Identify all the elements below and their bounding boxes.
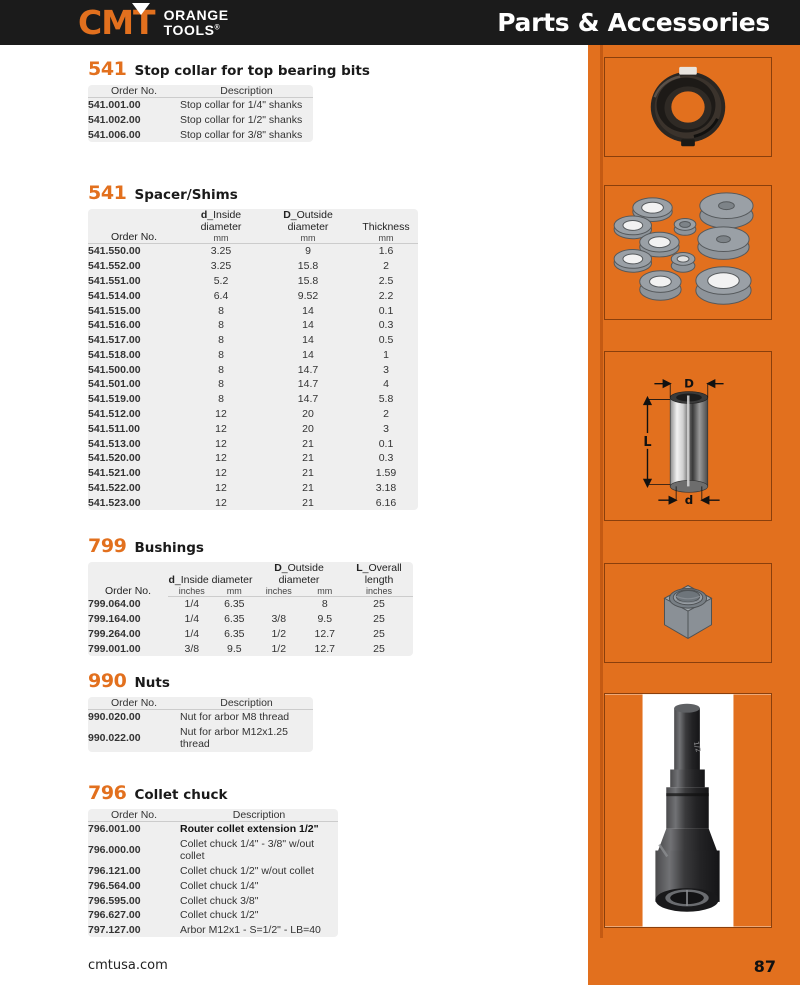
product-image-spacers [604, 185, 772, 320]
row-description: Router collet extension 1/2" [180, 823, 319, 836]
order-number: 541.552.00 [88, 260, 141, 273]
stop-collar-illustration [605, 58, 771, 156]
inside-diameter-mm: 12 [215, 437, 227, 450]
order-number: 541.512.00 [88, 407, 141, 420]
table-row [88, 822, 338, 837]
logo-tools-line [164, 23, 229, 37]
outside-diameter-mm: 9.5 [317, 613, 333, 626]
stop-collar-table [88, 85, 313, 142]
overall-length-inches: 25 [373, 642, 385, 655]
section-heading [88, 782, 338, 804]
inside-diameter-mm: 8 [218, 378, 224, 391]
overall-length-inches: 25 [373, 598, 385, 611]
logo-cmt-letters: CMT [78, 3, 155, 42]
outside-diameter-mm: 14.7 [297, 378, 319, 391]
col-overall-length [345, 562, 413, 586]
outside-diameter-mm: 14 [302, 319, 314, 332]
row-description: Collet chuck 3/8" [180, 894, 259, 907]
table-header-row [88, 209, 418, 244]
table-row [88, 627, 413, 642]
section-heading [88, 58, 370, 80]
table-row [88, 908, 338, 923]
order-number: 541.516.00 [88, 319, 141, 332]
inside-diameter-inches: 1/4 [184, 627, 200, 640]
table-row [88, 347, 418, 362]
order-number: 541.515.00 [88, 304, 141, 317]
col-order-no [88, 209, 180, 244]
table-row [88, 128, 313, 143]
section-number: 796 [88, 782, 127, 804]
col-order-no: Order No. [88, 697, 180, 710]
unit-D-mm: mm [305, 586, 345, 597]
table-row [88, 612, 413, 627]
bushing-dimension-diagram [605, 352, 771, 520]
table-header-row [88, 85, 313, 98]
section-990-nuts [88, 670, 313, 752]
page-header [0, 0, 800, 45]
order-number: 541.518.00 [88, 348, 141, 361]
inside-diameter-mm: 8 [218, 348, 224, 361]
outside-diameter-mm: 9 [305, 245, 311, 258]
section-title: Bushings [134, 540, 204, 556]
row-description: Nut for arbor M12x1.25 thread [180, 726, 288, 751]
thickness-mm: 1.59 [375, 467, 397, 480]
table-row [88, 259, 418, 274]
thickness-mm: 2.5 [378, 274, 394, 287]
inside-diameter-inches: 3/8 [184, 642, 200, 655]
section-title: Collet chuck [134, 787, 228, 803]
table-row [88, 407, 418, 422]
row-description: Stop collar for 3/8" shanks [180, 128, 303, 141]
outside-diameter-mm: 12.7 [314, 627, 335, 640]
inside-diameter-mm: 6.35 [224, 598, 245, 611]
spacer-shims-table [88, 209, 418, 510]
order-number: 541.511.00 [88, 422, 140, 435]
col-description: Description [180, 697, 313, 710]
outside-diameter-mm: 21 [302, 437, 314, 450]
page-title: Parts & Accessories [497, 8, 770, 37]
inside-diameter-mm: 8 [218, 363, 224, 376]
hex-nut-illustration [605, 564, 771, 662]
outside-diameter-inches [253, 597, 305, 612]
order-number: 796.564.00 [88, 879, 141, 892]
table-row [88, 466, 418, 481]
order-number: 541.514.00 [88, 289, 141, 302]
diagram-label-L: L [643, 434, 652, 450]
col-thickness-unit: mm [378, 233, 394, 243]
inside-diameter-mm: 12 [215, 496, 227, 509]
inside-diameter-mm: 12 [215, 452, 227, 465]
outside-diameter-mm: 20 [302, 407, 314, 420]
diagram-label-d: d [684, 493, 694, 508]
inside-diameter-mm: 5.2 [213, 274, 229, 287]
unit-D-inches: inches [253, 586, 305, 597]
order-number: 796.001.00 [88, 823, 141, 836]
outside-diameter-inches: 1/2 [271, 642, 287, 655]
product-diagram-bushing [604, 351, 772, 521]
outside-diameter-mm: 14.7 [297, 363, 319, 376]
row-description: Arbor M12x1 - S=1/2" - LB=40 [180, 924, 321, 937]
col-thickness-label: Thickness [362, 221, 410, 233]
row-description: Collet chuck 1/4" [180, 879, 259, 892]
table-row [88, 377, 418, 392]
inside-diameter-mm: 6.4 [213, 289, 229, 302]
order-number: 796.595.00 [88, 894, 141, 907]
table-row [88, 244, 418, 259]
section-541-stop-collar [88, 58, 370, 142]
table-row [88, 481, 418, 496]
collet-chuck-photo [605, 694, 771, 927]
table-row [88, 288, 418, 303]
table-header-row [88, 809, 338, 822]
outside-diameter-mm: 14 [302, 334, 314, 347]
inside-diameter-mm: 3.25 [210, 245, 232, 258]
outside-diameter-mm: 14 [302, 304, 314, 317]
row-description: Stop collar for 1/4" shanks [180, 99, 303, 112]
inside-diameter-mm: 3.25 [210, 260, 232, 273]
section-heading [88, 535, 413, 557]
thickness-mm: 0.3 [378, 319, 394, 332]
overall-length-inches: 25 [373, 627, 385, 640]
table-row [88, 641, 413, 656]
order-number: 541.501.00 [88, 378, 141, 391]
order-number: 541.523.00 [88, 496, 141, 509]
row-description: Collet chuck 1/4" - 3/8" w/out collet [180, 838, 315, 863]
table-row [88, 837, 338, 864]
unit-d-inches: inches [168, 586, 216, 597]
order-number: 541.006.00 [88, 128, 141, 141]
thickness-mm: 3 [383, 363, 389, 376]
table-row [88, 495, 418, 510]
order-number: 541.551.00 [88, 274, 141, 287]
outside-diameter-mm: 20 [302, 422, 314, 435]
bushings-table [88, 562, 413, 656]
section-number: 541 [88, 58, 127, 80]
row-description: Nut for arbor M8 thread [180, 711, 290, 724]
table-row [88, 98, 313, 113]
inside-diameter-mm: 8 [218, 393, 224, 406]
table-row [88, 597, 413, 612]
table-row [88, 725, 313, 752]
outside-diameter-mm: 12.7 [314, 642, 335, 655]
table-row [88, 710, 313, 725]
inside-diameter-inches: 1/4 [184, 613, 200, 626]
sidebar-edge-line [600, 45, 603, 965]
thickness-mm: 1 [383, 348, 389, 361]
section-799-bushings [88, 535, 413, 656]
logo-subtitle [164, 8, 229, 37]
inside-diameter-mm: 12 [215, 407, 227, 420]
col-outside-diameter [262, 209, 354, 244]
order-number: 990.022.00 [88, 732, 141, 745]
order-number: 799.164.00 [88, 613, 141, 626]
outside-diameter-mm: 15.8 [297, 260, 319, 273]
order-number: 541.517.00 [88, 334, 141, 347]
table-row [88, 113, 313, 128]
section-number: 990 [88, 670, 127, 692]
inside-diameter-mm: 8 [218, 334, 224, 347]
order-number: 541.550.00 [88, 245, 141, 258]
order-number: 797.127.00 [88, 924, 141, 937]
table-header-row-main [88, 562, 413, 586]
inside-diameter-mm: 12 [215, 422, 227, 435]
section-heading [88, 182, 418, 204]
chuck-engraving: 1/2 [691, 740, 703, 754]
order-number: 541.001.00 [88, 99, 141, 112]
thickness-mm: 3 [383, 422, 389, 435]
inside-diameter-mm: 12 [215, 481, 227, 494]
col-outside-diameter-label: D_Outside diameter [283, 209, 333, 233]
thickness-mm: 2 [383, 407, 389, 420]
table-header-row [88, 697, 313, 710]
logo-cmt-text [78, 3, 155, 42]
col-inside-diameter-unit: mm [213, 233, 229, 243]
outside-diameter-mm: 21 [302, 467, 314, 480]
table-row [88, 362, 418, 377]
logo-orange-text: ORANGE [163, 7, 229, 24]
row-description: Collet chuck 1/2" [180, 909, 259, 922]
section-title: Spacer/Shims [134, 187, 238, 203]
col-description: Description [180, 809, 338, 822]
outside-diameter-mm: 14 [302, 348, 314, 361]
row-description: Stop collar for 1/2" shanks [180, 114, 303, 127]
col-overall-length-label: L_Overall length [356, 562, 402, 586]
thickness-mm: 5.8 [378, 393, 394, 406]
inside-diameter-mm: 6.35 [224, 627, 245, 640]
col-inside-diameter [180, 209, 262, 244]
outside-diameter-inches: 3/8 [271, 613, 287, 626]
table-row [88, 436, 418, 451]
nuts-table [88, 697, 313, 752]
logo-tools-text: TOOLS [163, 21, 215, 38]
thickness-mm: 2 [383, 260, 389, 273]
product-image-nut [604, 563, 772, 663]
outside-diameter-inches: 1/2 [271, 627, 287, 640]
table-row [88, 923, 338, 938]
section-number: 541 [88, 182, 127, 204]
col-inside-diameter-label: d_Inside diameter [168, 574, 253, 586]
outside-diameter-mm: 21 [302, 452, 314, 465]
section-541-spacer-shims [88, 182, 418, 510]
thickness-mm: 3.18 [375, 481, 397, 494]
order-number: 541.002.00 [88, 114, 141, 127]
col-inside-diameter [168, 562, 253, 586]
col-thickness [354, 209, 418, 244]
thickness-mm: 4 [383, 378, 389, 391]
inside-diameter-mm: 8 [218, 319, 224, 332]
section-title: Nuts [134, 675, 170, 691]
inside-diameter-mm: 6.35 [224, 613, 245, 626]
row-description: Collet chuck 1/2" w/out collet [180, 864, 314, 877]
product-image-collet-chuck [604, 693, 772, 928]
col-order-no-label: Order No. [104, 584, 152, 597]
table-row [88, 318, 418, 333]
inside-diameter-inches: 1/4 [184, 598, 200, 611]
outside-diameter-mm: 21 [302, 481, 314, 494]
thickness-mm: 2.2 [378, 289, 394, 302]
order-number: 799.001.00 [88, 642, 141, 655]
overall-length-inches: 25 [373, 613, 385, 626]
table-row [88, 451, 418, 466]
table-row [88, 333, 418, 348]
product-image-stop-collar [604, 57, 772, 157]
table-row [88, 864, 338, 879]
registered-mark: ® [214, 23, 221, 31]
order-number: 990.020.00 [88, 711, 141, 724]
thickness-mm: 0.3 [378, 452, 394, 465]
col-outside-diameter-label: D_Outside diameter [274, 562, 324, 586]
inside-diameter-mm: 9.5 [226, 642, 242, 655]
collet-chuck-table [88, 809, 338, 937]
table-row [88, 303, 418, 318]
spacers-illustration [605, 186, 771, 319]
outside-diameter-mm: 15.8 [297, 274, 319, 287]
outside-diameter-mm: 14.7 [297, 393, 319, 406]
table-row [88, 274, 418, 289]
section-title: Stop collar for top bearing bits [134, 63, 370, 79]
table-row [88, 893, 338, 908]
order-number: 541.521.00 [88, 467, 141, 480]
order-number: 796.000.00 [88, 844, 141, 857]
order-number: 541.522.00 [88, 481, 141, 494]
order-number: 799.264.00 [88, 627, 141, 640]
outside-diameter-mm: 9.52 [297, 289, 319, 302]
order-number: 541.500.00 [88, 363, 141, 376]
thickness-mm: 0.5 [378, 334, 394, 347]
cmt-logo [78, 3, 229, 42]
col-order-no-label: Order No. [110, 231, 158, 243]
footer-website: cmtusa.com [88, 958, 168, 973]
thickness-mm: 0.1 [378, 304, 394, 317]
table-row [88, 878, 338, 893]
unit-L-inches: inches [345, 586, 413, 597]
unit-d-mm: mm [216, 586, 253, 597]
section-number: 799 [88, 535, 127, 557]
page-number: 87 [753, 957, 776, 976]
section-796-collet-chuck [88, 782, 338, 937]
outside-diameter-mm: 8 [321, 598, 328, 611]
thickness-mm: 6.16 [375, 496, 397, 509]
thickness-mm: 0.1 [378, 437, 394, 450]
table-row [88, 392, 418, 407]
col-inside-diameter-label: d_Inside diameter [200, 209, 242, 233]
inside-diameter-mm: 8 [218, 304, 224, 317]
order-number: 541.520.00 [88, 452, 141, 465]
col-description: Description [180, 85, 313, 98]
col-order-no [88, 562, 168, 597]
order-number: 541.513.00 [88, 437, 141, 450]
col-outside-diameter [253, 562, 345, 586]
col-order-no: Order No. [88, 809, 180, 822]
order-number: 541.519.00 [88, 393, 141, 406]
table-row [88, 421, 418, 436]
diagram-label-D: D [684, 376, 694, 391]
col-order-no: Order No. [88, 85, 180, 98]
logo-triangle-icon [132, 3, 150, 15]
col-outside-diameter-unit: mm [300, 233, 316, 243]
order-number: 796.121.00 [88, 864, 141, 877]
inside-diameter-mm: 12 [215, 467, 227, 480]
order-number: 799.064.00 [88, 598, 141, 611]
outside-diameter-mm: 21 [302, 496, 314, 509]
order-number: 796.627.00 [88, 909, 141, 922]
section-heading [88, 670, 313, 692]
thickness-mm: 1.6 [378, 245, 394, 258]
